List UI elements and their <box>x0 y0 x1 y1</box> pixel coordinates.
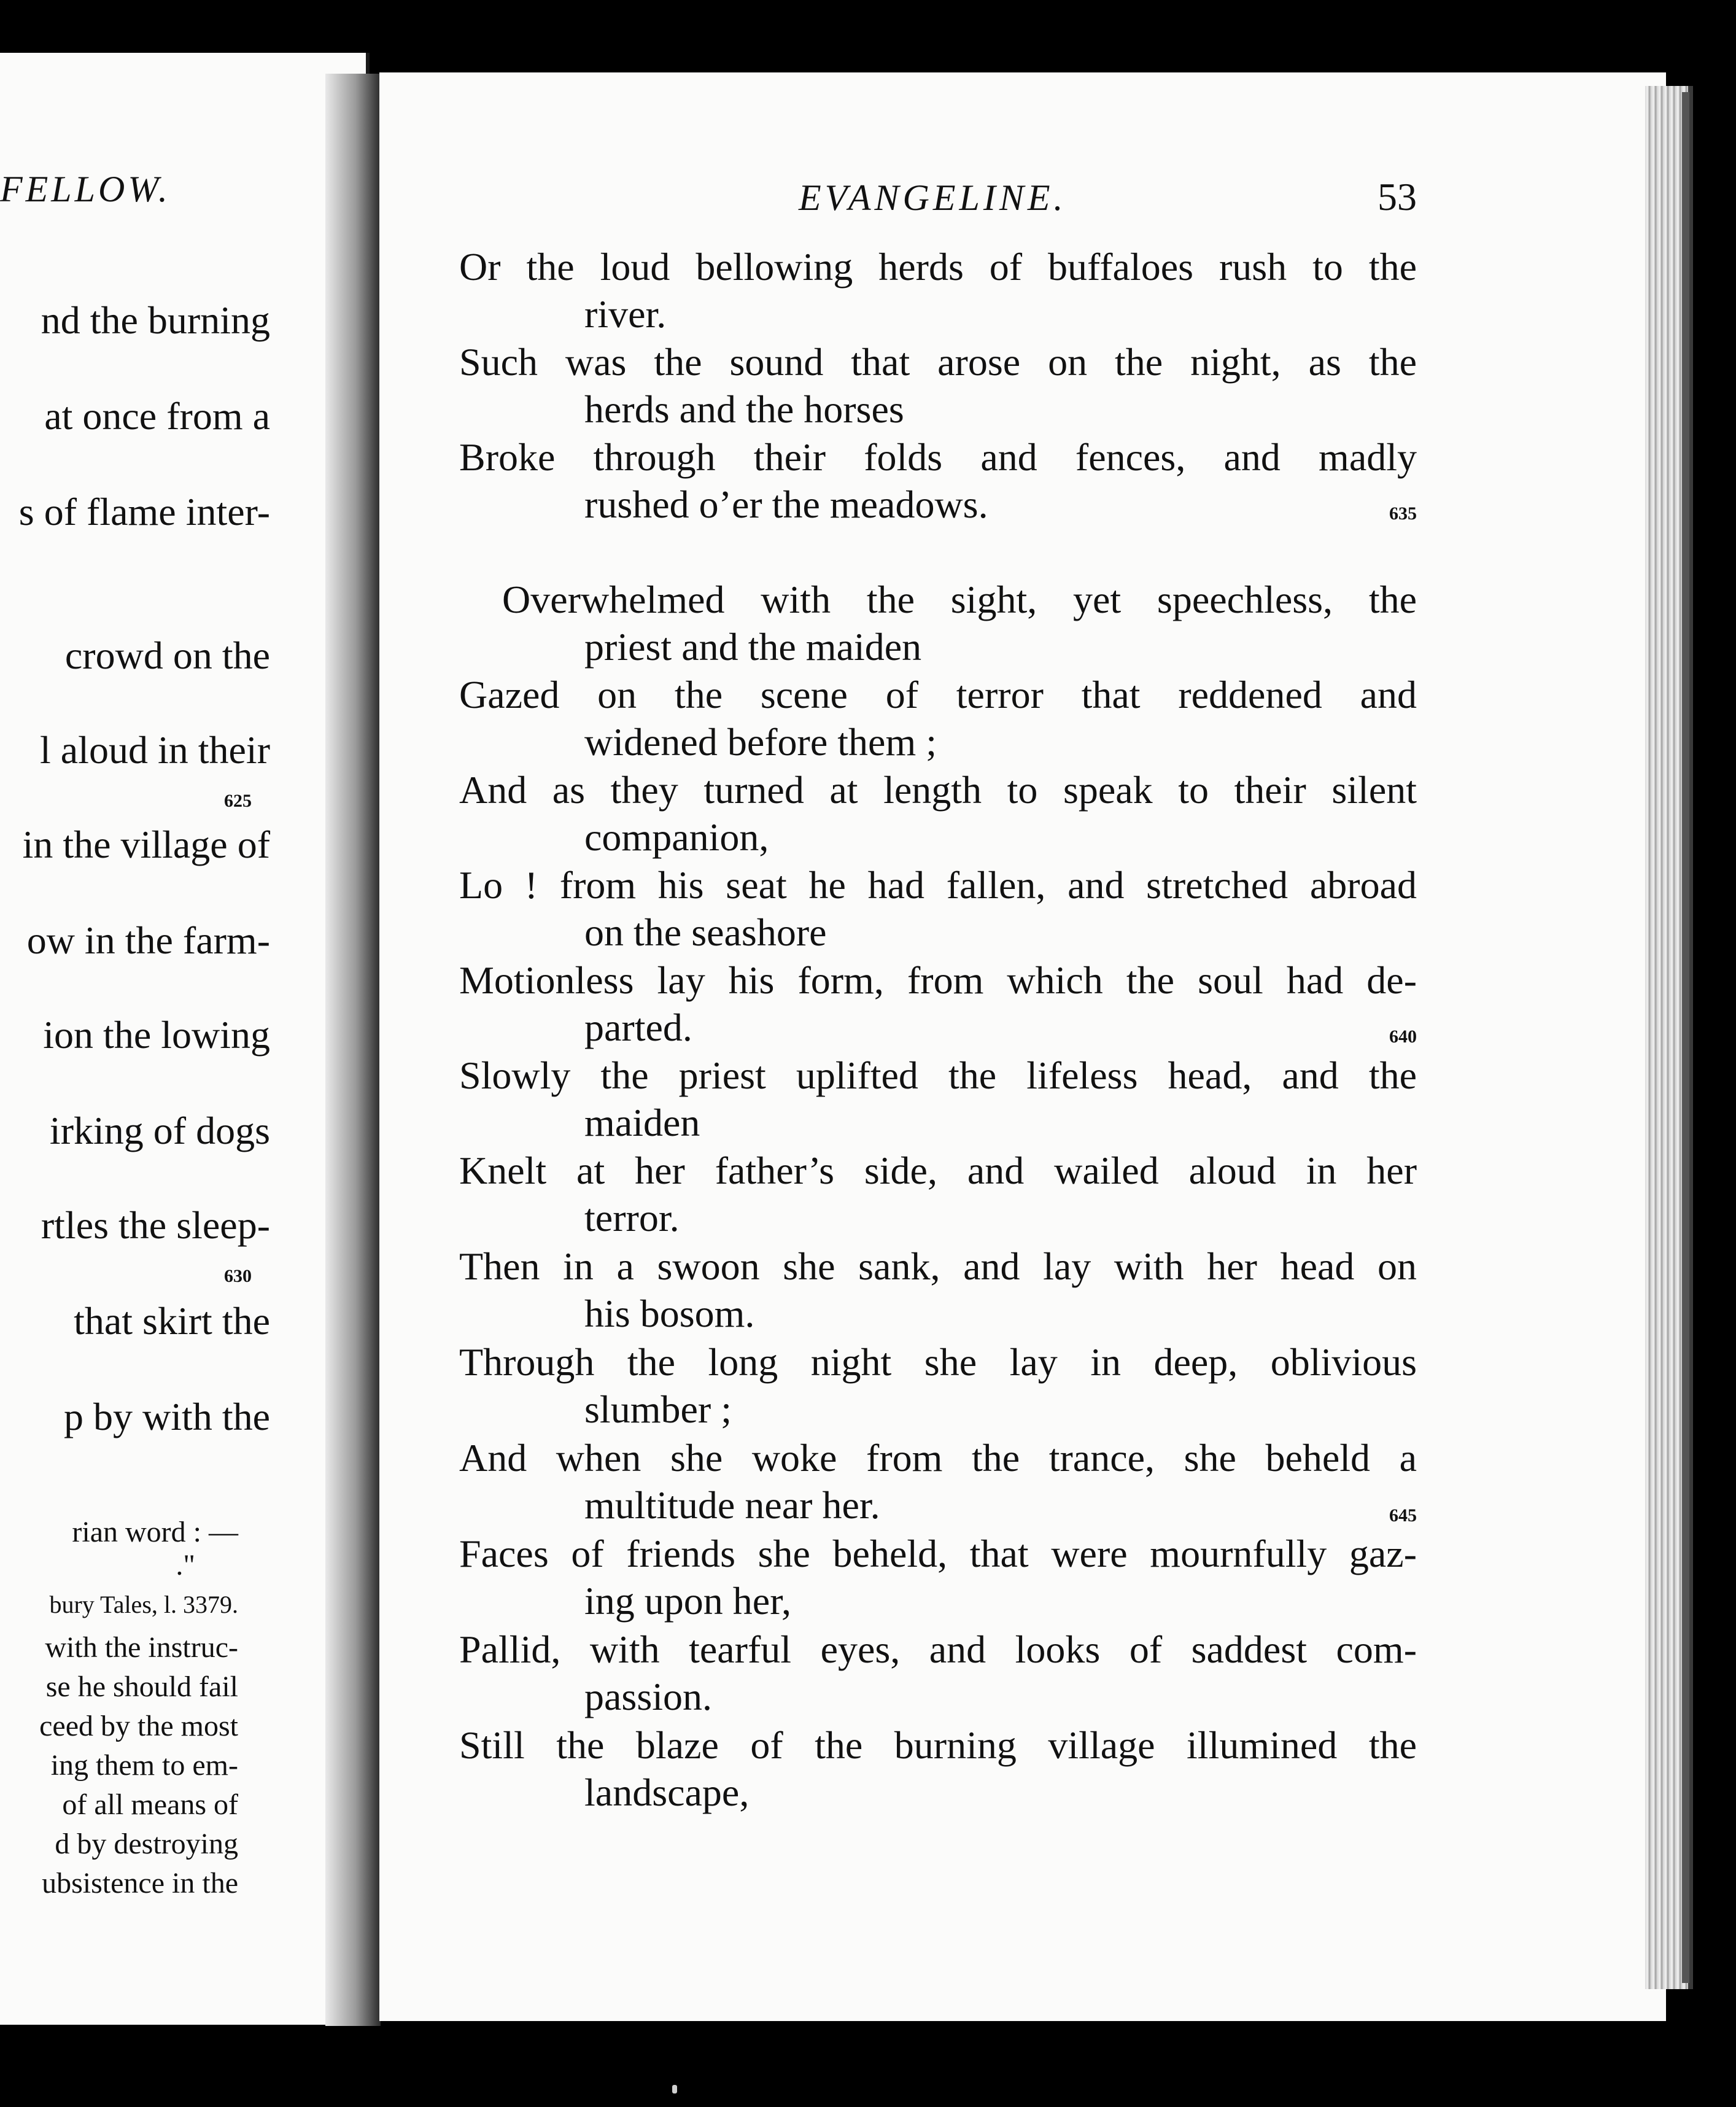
left-text-line: p by with the <box>64 1395 270 1438</box>
verse-first-line: Faces of friends she beheld, that were mournfully gaz- <box>459 1532 1417 1575</box>
left-line-number: 630 <box>224 1266 252 1286</box>
footnote-line: of all means of <box>62 1788 238 1821</box>
verse-first-line: Such was the sound that arose on the night, as the <box>459 340 1417 384</box>
verse-first-line: Broke through their folds and fences, and madly <box>459 435 1417 479</box>
verse-line <box>459 1052 1417 1146</box>
scan-speck <box>672 2085 677 2093</box>
footnote-line: se he should fail <box>45 1670 238 1703</box>
line-number: 635 <box>1389 503 1417 524</box>
verse-continuation: rushed o’er the meadows. <box>584 483 988 526</box>
page-number: 53 <box>1378 175 1417 219</box>
verse-continuation: companion, <box>584 815 769 859</box>
verse-line <box>459 1721 1417 1816</box>
verse-first-line: Still the blaze of the burning village illumined the <box>459 1723 1417 1767</box>
verse-continuation: widened before them ; <box>584 720 937 764</box>
left-text-line: ion the lowing <box>43 1013 270 1057</box>
verse-line <box>459 1434 1417 1529</box>
verse-line <box>459 861 1417 956</box>
verse-first-line: Then in a swoon she sank, and lay with her head on <box>459 1244 1417 1288</box>
left-text-line: in the village of <box>22 823 270 866</box>
verse-continuation: parted. <box>584 1006 692 1049</box>
verse-first-line: Knelt at her father’s side, and wailed aloud in her <box>459 1149 1417 1192</box>
left-page <box>0 53 370 2025</box>
left-text-line: crowd on the <box>64 634 270 677</box>
verse-first-line: Slowly the priest uplifted the lifeless head, and the <box>459 1054 1417 1097</box>
verse-continuation: maiden <box>584 1101 700 1144</box>
left-text-line: s of flame inter- <box>18 490 270 534</box>
footnote-line: ceed by the most <box>39 1710 238 1742</box>
left-running-title: FELLOW. <box>0 169 171 209</box>
left-text-line: at once from a <box>44 394 270 438</box>
verse-line <box>459 1626 1417 1720</box>
verse-line <box>459 1338 1417 1433</box>
book-gutter <box>325 74 381 2026</box>
footnote-line: ing them to em- <box>50 1749 238 1782</box>
page-edge-shadow <box>1682 92 1689 1983</box>
verse-continuation: on the seashore <box>584 910 827 954</box>
left-text-line: irking of dogs <box>49 1109 270 1152</box>
verse-continuation: his bosom. <box>584 1292 755 1335</box>
verse-first-line: Or the loud bellowing herds of buffaloes rush to the <box>459 245 1417 289</box>
right-page <box>379 72 1666 2021</box>
verse-line <box>459 956 1417 1051</box>
left-text-line: nd the burning <box>41 298 270 342</box>
verse-line <box>459 1243 1417 1337</box>
line-number: 640 <box>1389 1026 1417 1047</box>
verse-continuation: ing upon her, <box>584 1579 791 1623</box>
footnote-line: d by destroying <box>55 1828 238 1860</box>
left-text-line: rtles the sleep- <box>41 1203 270 1247</box>
verse-line <box>459 1530 1417 1624</box>
verse-first-line: Lo ! from his seat he had fallen, and stretched abroad <box>459 863 1417 907</box>
footnote-line: with the instruc- <box>45 1631 238 1664</box>
verse-line <box>459 766 1417 861</box>
footnote-line: ubsistence in the <box>42 1867 238 1899</box>
verse-continuation: multitude near her. <box>584 1483 880 1527</box>
verse-continuation: priest and the maiden <box>584 625 922 669</box>
left-text-line: that skirt the <box>74 1299 270 1343</box>
verse-line <box>459 576 1417 670</box>
verse-first-line: And when she woke from the trance, she beheld a <box>459 1436 1417 1480</box>
verse-line <box>459 1147 1417 1241</box>
page-running-title: EVANGELINE. <box>799 177 1067 218</box>
left-text-line: ow in the farm- <box>26 918 270 962</box>
verse-first-line: Through the long night she lay in deep, oblivious <box>459 1340 1417 1384</box>
footnote-line: bury Tales, l. 3379. <box>49 1591 238 1618</box>
left-line-number: 625 <box>224 791 252 811</box>
verse-continuation: slumber ; <box>584 1387 732 1431</box>
verse-first-line: And as they turned at length to speak to their silent <box>459 768 1417 812</box>
left-text-line: l aloud in their <box>39 728 270 772</box>
verse-line <box>459 671 1417 766</box>
verse-continuation: herds and the horses <box>584 387 904 431</box>
verse-first-line: Pallid, with tearful eyes, and looks of saddest com- <box>459 1628 1417 1671</box>
verse-line <box>459 243 1417 338</box>
verse-line <box>459 338 1417 433</box>
verse-first-line: Overwhelmed with the sight, yet speechless, the <box>502 578 1417 621</box>
verse-continuation: passion. <box>584 1675 712 1718</box>
verse-continuation: terror. <box>584 1196 680 1240</box>
footnote-line: ." <box>176 1549 195 1581</box>
verse-line <box>459 433 1417 528</box>
verse-continuation: river. <box>584 292 667 336</box>
verse-first-line: Gazed on the scene of terror that reddened and <box>459 673 1417 716</box>
line-number: 645 <box>1389 1505 1417 1526</box>
verse-continuation: landscape, <box>584 1771 750 1814</box>
verse-first-line: Motionless lay his form, from which the soul had de- <box>459 958 1417 1002</box>
footnote-line: rian word : — <box>72 1516 238 1548</box>
